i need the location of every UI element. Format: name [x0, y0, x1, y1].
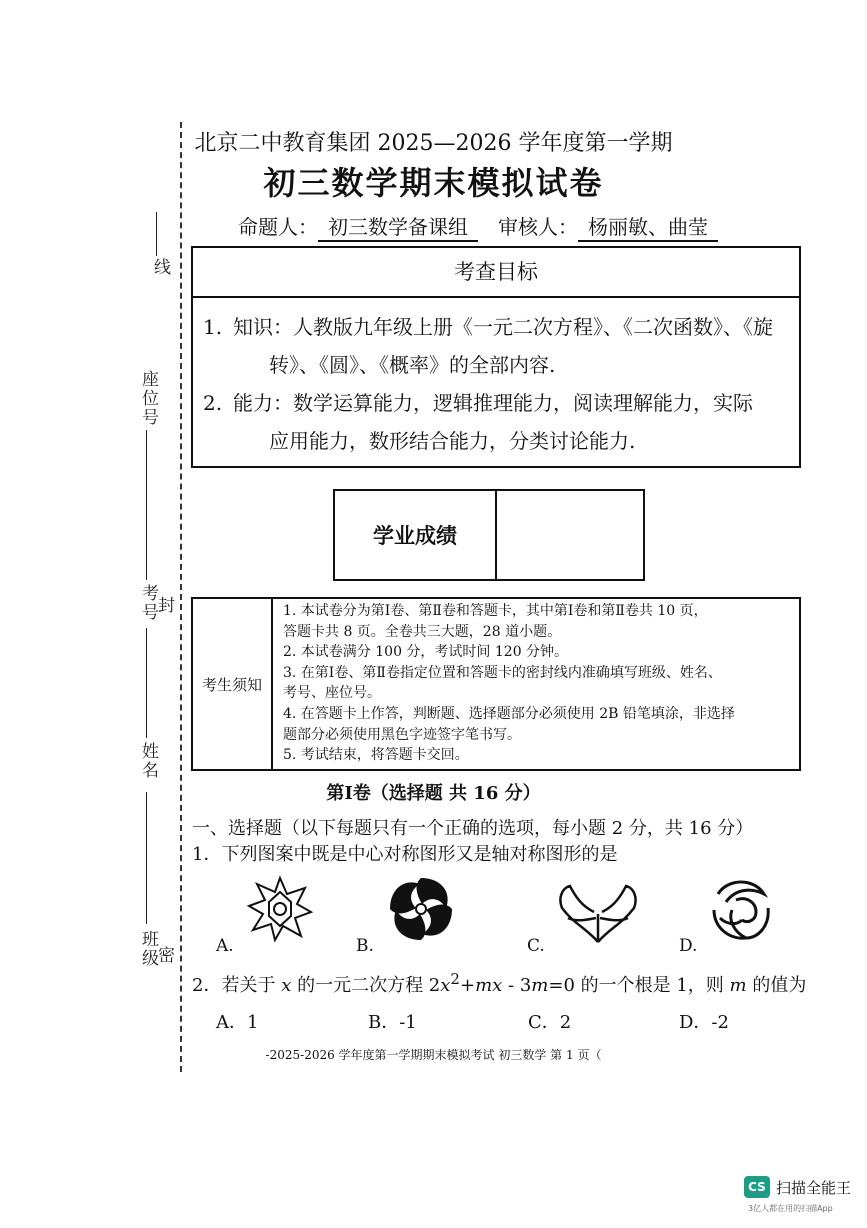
- margin-class-label: 班级: [138, 930, 158, 968]
- goals-box: [191, 246, 801, 468]
- goals-heading: 考查目标: [193, 248, 799, 298]
- q2-var-m2: m: [729, 975, 747, 996]
- seal-cut-line: [180, 122, 182, 1072]
- goal-text: 能力：数学运算能力，逻辑推理能力，阅读理解能力，实际: [233, 391, 753, 415]
- scanner-name: 扫描全能王: [776, 1178, 852, 1197]
- goal-text-cont: 应用能力，数形结合能力，分类讨论能力.: [269, 429, 636, 453]
- seat-underline-top: [156, 212, 157, 256]
- q2-var-x: x: [281, 975, 292, 996]
- volume-title: 第Ⅰ卷（选择题 共 16 分）: [326, 783, 541, 804]
- q2-var-x2: x: [440, 975, 451, 996]
- name-field[interactable]: [146, 792, 147, 924]
- exam-title: 初三数学期末模拟试卷: [263, 164, 604, 202]
- notice-line: 5. 考试结束，将答题卡交回。: [283, 747, 469, 764]
- q2-plus: +: [459, 975, 476, 996]
- goal-item: [203, 308, 799, 346]
- goals-body: [193, 298, 799, 460]
- notice-body: [273, 599, 735, 769]
- scanner-tagline: 3亿人都在用的扫描App: [748, 1204, 833, 1213]
- q1-option-a[interactable]: A.: [216, 936, 234, 956]
- question-1-stem: 1．下列图案中既是中心对称图形又是轴对称图形的是: [192, 844, 618, 865]
- notice-line: 考号、座位号。: [283, 685, 381, 702]
- notice-line: 题部分必须使用黑色字迹签字笔书写。: [283, 726, 521, 743]
- question-2-stem: [192, 970, 806, 997]
- notice-line: 3. 在第Ⅰ卷、第Ⅱ卷指定位置和答题卡的密封线内准确填写班级、姓名、: [283, 664, 722, 681]
- goal-text-cont: 转》、《圆》、《概率》的全部内容.: [269, 353, 556, 377]
- seat-field[interactable]: [146, 430, 147, 580]
- q2-var-m: m: [531, 975, 549, 996]
- q2-num: 2．若关于: [192, 975, 276, 996]
- q1-option-c[interactable]: C.: [527, 936, 545, 956]
- q2-minus: - 3: [502, 975, 532, 996]
- score-label: 学业成绩: [335, 491, 497, 579]
- goal-num: 1.: [203, 315, 223, 339]
- goal-num: 2.: [203, 391, 223, 415]
- q1-option-d[interactable]: D.: [679, 936, 698, 956]
- notice-line: 2. 本试卷满分 100 分，考试时间 120 分钟。: [283, 644, 569, 661]
- q2-text-mid: 的一元二次方程 2: [297, 975, 441, 996]
- section-title: 一、选择题（以下每题只有一个正确的选项，每小题 2 分，共 16 分）: [192, 818, 754, 839]
- reviewer-name: 杨丽敏、曲莹: [578, 211, 718, 242]
- q1-option-b[interactable]: B.: [356, 936, 374, 956]
- authors-line: [238, 211, 738, 242]
- q1-figure-b: [386, 874, 456, 944]
- margin-exam-no-label: 考号: [138, 584, 158, 622]
- q2-option-c[interactable]: C．2: [528, 1012, 572, 1033]
- q2-option-b[interactable]: B．-1: [368, 1012, 417, 1033]
- score-box: [333, 489, 645, 581]
- q2-option-d[interactable]: D．-2: [679, 1012, 729, 1033]
- scanner-badge: CS: [744, 1176, 770, 1198]
- q2-option-a[interactable]: A．1: [216, 1012, 259, 1033]
- q2-end: 的值为: [752, 975, 807, 996]
- q2-exponent: 2: [450, 970, 460, 988]
- q2-eq: =0 的一个根是 1，则: [548, 975, 724, 996]
- notice-box: [191, 597, 801, 771]
- author-label: 命题人：: [238, 215, 318, 239]
- author-name: 初三数学备课组: [318, 211, 478, 242]
- notice-line: 1. 本试卷分为第Ⅰ卷、第Ⅱ卷和答题卡，其中第Ⅰ卷和第Ⅱ卷共 10 页，: [283, 603, 708, 619]
- margin-name-label: 姓名: [138, 742, 158, 780]
- page-footer: -2025-2026 学年度第一学期期末模拟考试 初三数学 第 1 页（: [265, 1048, 602, 1062]
- notice-line: 4. 在答题卡上作答，判断题、选择题部分必须使用 2B 铅笔填涂，非选择: [283, 705, 735, 722]
- q2-var-mx: mx: [475, 975, 503, 996]
- margin-feng: 封: [154, 596, 174, 615]
- margin-mi: 密: [154, 946, 174, 965]
- school-header: 北京二中教育集团 2025—2026 学年度第一学期: [194, 131, 673, 156]
- margin-xian: 线: [150, 258, 170, 277]
- notice-label: 考生须知: [193, 599, 273, 769]
- notice-line: 答题卡共 8 页。全卷共三大题，28 道小题。: [283, 623, 562, 640]
- q1-figure-d: [706, 874, 776, 944]
- goal-item: [203, 384, 799, 422]
- q1-figure-c: [556, 878, 640, 948]
- goal-text: 知识：人教版九年级上册《一元二次方程》、《二次函数》、《旋: [233, 315, 773, 339]
- scanner-logo: [744, 1176, 851, 1198]
- exam-no-field[interactable]: [146, 628, 147, 738]
- q1-figure-a: [245, 874, 315, 944]
- margin-seat-label: 座位号: [138, 370, 158, 427]
- score-field[interactable]: [497, 491, 643, 579]
- reviewer-label: 审核人：: [498, 215, 578, 239]
